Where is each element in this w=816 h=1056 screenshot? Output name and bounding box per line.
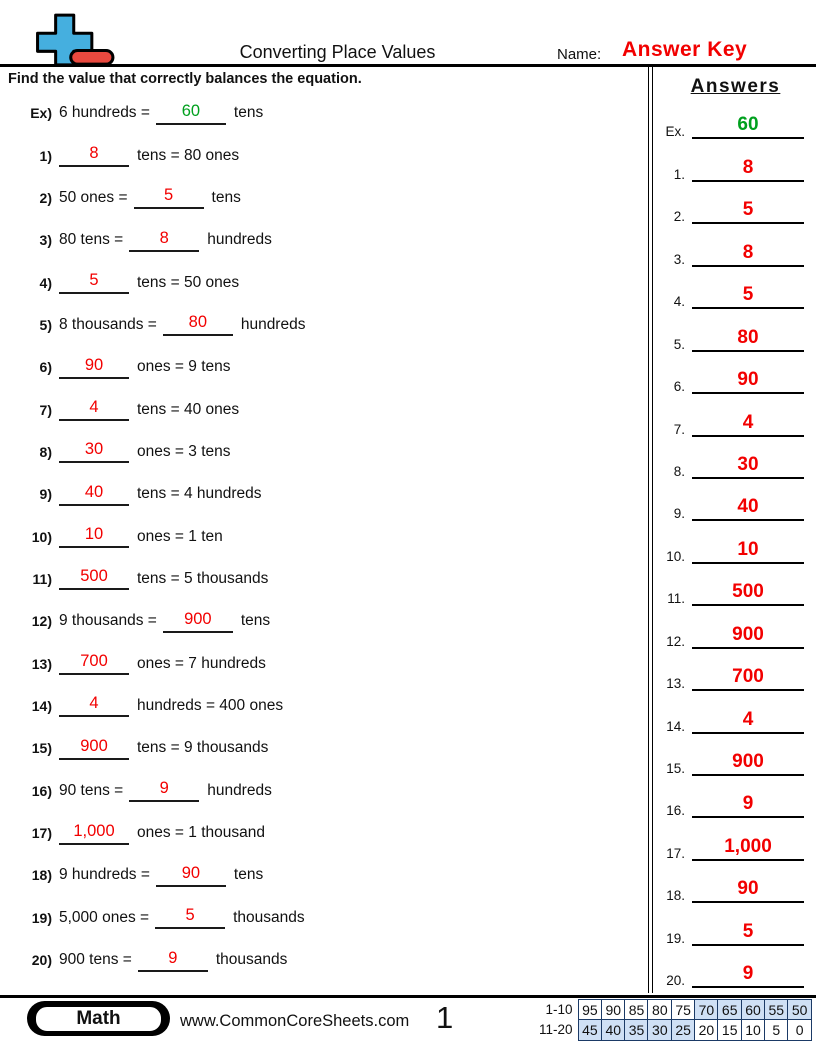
answer-value: 500: [732, 581, 764, 603]
answer-line: [692, 496, 804, 521]
problem-text: 900 tens =: [59, 951, 132, 969]
problem-blank: [134, 186, 204, 209]
problem-number: 15): [31, 740, 52, 757]
answer-number: 5.: [673, 336, 685, 352]
problem-number: 5): [39, 316, 52, 333]
problem-blank: [163, 313, 233, 336]
score-row-label: 11-20: [539, 1022, 573, 1038]
score-cell: 55: [764, 999, 789, 1021]
problem-answer: 9: [168, 948, 178, 967]
problem-number: 16): [31, 782, 52, 799]
problem-answer: 30: [84, 440, 104, 459]
answer-line: [692, 666, 804, 691]
problem-text: ones = 3 tens: [137, 442, 231, 460]
problem-blank: [59, 822, 129, 845]
score-cell: 65: [717, 999, 742, 1021]
worksheet-title: Converting Place Values: [239, 42, 436, 62]
problem-blank: [59, 440, 129, 463]
answer-row: [655, 400, 816, 442]
answer-line: [692, 963, 804, 988]
problem-number: 2): [39, 189, 52, 206]
answer-value: 8: [742, 241, 754, 263]
problem-text: tens: [211, 188, 241, 206]
problem-number: 10): [31, 528, 52, 545]
problem-answer: 4: [89, 694, 99, 713]
answer-line: [692, 284, 804, 309]
problem-number: 12): [31, 613, 52, 630]
score-cell: 85: [624, 999, 649, 1021]
answer-line: [692, 114, 804, 139]
answer-value: 90: [737, 369, 759, 391]
problem-text: hundreds: [207, 781, 272, 799]
problem-blank: [129, 229, 199, 252]
problem-answer: 8: [159, 228, 169, 247]
score-cell: 75: [671, 999, 696, 1021]
score-cell: 90: [601, 999, 626, 1021]
problem-text: hundreds: [240, 315, 306, 333]
problem-number: 17): [31, 825, 52, 842]
problem-number: 4): [39, 274, 52, 291]
problem-text: tens = 5 thousands: [137, 569, 269, 587]
answer-line: [692, 327, 804, 352]
problem-text: tens = 4 hundreds: [137, 485, 262, 503]
answer-value: 10: [737, 538, 759, 560]
problem-answer: 90: [181, 863, 201, 882]
answer-line: [692, 921, 804, 946]
score-cell: 30: [647, 1019, 672, 1041]
problem-row: [0, 388, 645, 430]
problem-blank: [59, 144, 129, 167]
problem-number: 18): [31, 867, 52, 884]
answer-value: 60: [737, 114, 759, 136]
problem-blank: [59, 271, 129, 294]
problem-text: tens: [233, 104, 264, 122]
problem-answer: 5: [89, 271, 99, 290]
problem-blank: [59, 483, 129, 506]
problem-text: thousands: [233, 908, 305, 926]
answer-number: 4.: [673, 294, 685, 310]
problem-text: tens = 9 thousands: [137, 739, 269, 757]
answer-value: 900: [732, 623, 764, 645]
answer-number: 11.: [667, 591, 685, 607]
answer-row: [655, 485, 816, 527]
answer-number: 17.: [666, 845, 685, 861]
problem-blank: [129, 779, 199, 802]
answer-value: 80: [737, 326, 759, 348]
score-cell: 15: [717, 1019, 742, 1041]
answer-row: [655, 145, 816, 187]
problem-row: [0, 219, 645, 261]
answer-line: [692, 412, 804, 437]
answer-line: [692, 581, 804, 606]
score-grid: [521, 999, 812, 1041]
problem-text: tens = 80 ones: [137, 146, 240, 164]
problem-number: 8): [39, 443, 52, 460]
problem-blank: [163, 610, 233, 633]
score-cell: 10: [741, 1019, 766, 1041]
math-label: Math: [34, 1005, 163, 1033]
website-url: www.CommonCoreSheets.com: [180, 1012, 410, 1030]
instruction-text: Find the value that correctly balances the equation.: [8, 71, 362, 87]
problem-row: [0, 261, 645, 303]
answer-number: 3.: [673, 251, 685, 267]
problem-row: [0, 727, 645, 769]
score-cell: 25: [671, 1019, 696, 1041]
score-cell: 45: [578, 1019, 603, 1041]
problem-row: [0, 431, 645, 473]
name-label: Name:: [557, 46, 602, 63]
score-cell: 95: [578, 999, 603, 1021]
answer-key-text: Answer Key: [622, 38, 748, 61]
answer-row: [655, 315, 816, 357]
problem-text: 50 ones =: [59, 188, 128, 206]
score-cell: 60: [741, 999, 766, 1021]
problem-row: [0, 558, 645, 600]
answers-title: Answers: [690, 76, 781, 97]
problem-blank: [59, 694, 129, 717]
footer: [0, 995, 816, 1056]
score-cell: 0: [787, 1019, 812, 1041]
problem-text: ones = 1 thousand: [137, 824, 265, 842]
problem-answer: 80: [188, 313, 207, 332]
score-cell: 40: [601, 1019, 626, 1041]
answer-line: [692, 157, 804, 182]
answer-line: [692, 878, 804, 903]
answer-row: [655, 655, 816, 697]
problem-answer: 60: [181, 101, 201, 120]
problem-number: 11): [32, 570, 52, 587]
answer-number: 6.: [673, 379, 685, 395]
answer-value: 9: [742, 793, 754, 815]
problem-text: thousands: [215, 951, 288, 969]
problem-text: 80 tens =: [59, 231, 124, 249]
problem-answer: 10: [84, 525, 104, 544]
problem-row: [0, 897, 645, 939]
answer-number: 1.: [673, 166, 685, 182]
problem-blank: [156, 102, 226, 125]
answer-value: 5: [742, 920, 754, 942]
answer-row: [655, 740, 816, 782]
answer-line: [692, 793, 804, 818]
answer-number: 12.: [666, 633, 685, 649]
problem-number: 6): [39, 359, 52, 376]
answer-number: 2.: [673, 209, 685, 225]
score-cell: 50: [787, 999, 812, 1021]
problem-row: [0, 177, 645, 219]
answer-line: [692, 709, 804, 734]
answer-value: 900: [732, 751, 764, 772]
answer-row: [655, 909, 816, 951]
answer-line: [692, 539, 804, 564]
problem-row: [0, 473, 645, 515]
problem-row: [0, 854, 645, 896]
answers-panel: [655, 67, 816, 993]
problem-text: hundreds = 400 ones: [137, 696, 284, 714]
problem-row: [0, 685, 645, 727]
problem-answer: 5: [185, 906, 195, 925]
answer-number: 15.: [666, 761, 685, 776]
page-number: 1: [436, 1000, 454, 1035]
problem-number: 14): [31, 697, 52, 714]
problem-number: 20): [31, 952, 52, 969]
answer-value: 700: [732, 666, 764, 688]
math-badge: [27, 1001, 170, 1036]
answer-row: [655, 443, 816, 485]
answer-value: 40: [737, 496, 759, 518]
answer-row: [655, 612, 816, 654]
problem-row: [0, 515, 645, 557]
problem-blank: [59, 737, 129, 760]
answer-value: 4: [742, 708, 754, 730]
problem-row: [0, 134, 645, 176]
problem-blank: [59, 398, 129, 421]
answer-line: [692, 751, 804, 776]
score-cell: 20: [694, 1019, 719, 1041]
answer-row: [655, 273, 816, 315]
problem-answer: 500: [80, 567, 108, 586]
score-row: [521, 1019, 812, 1041]
commoncoresheets-logo: [27, 9, 125, 71]
problem-text: ones = 9 tens: [137, 358, 231, 376]
answer-line: [692, 199, 804, 224]
answer-line: [692, 624, 804, 649]
answer-row: [655, 824, 816, 866]
problem-number: 19): [31, 909, 52, 926]
answers-list: [655, 103, 816, 994]
answer-number: 14.: [666, 718, 685, 734]
answer-value: 5: [742, 284, 754, 306]
problem-row: [0, 346, 645, 388]
answer-value: 90: [737, 878, 759, 900]
problem-text: 8 thousands =: [59, 315, 157, 333]
problem-answer: 1,000: [73, 821, 115, 840]
score-row-label: 1-10: [545, 1002, 573, 1018]
answer-number: 7.: [673, 421, 685, 437]
answer-row: [655, 952, 816, 994]
problem-text: 9 hundreds =: [59, 866, 150, 884]
answer-number: 16.: [666, 803, 685, 819]
problem-row: [0, 642, 645, 684]
answer-row: [655, 358, 816, 400]
problem-text: ones = 1 ten: [137, 527, 223, 545]
problem-number: 3): [39, 232, 52, 249]
problem-text: ones = 7 hundreds: [137, 654, 266, 672]
problem-row: [0, 304, 645, 346]
problem-row: [0, 770, 645, 812]
problem-answer: 700: [80, 652, 108, 671]
problem-text: tens = 40 ones: [137, 400, 240, 418]
score-cell: 80: [647, 999, 672, 1021]
answer-row: [655, 782, 816, 824]
answer-value: 8: [742, 156, 754, 178]
problem-row: [0, 600, 645, 642]
problems-list: [0, 92, 645, 981]
answer-number: 20.: [666, 973, 685, 989]
problem-text: tens: [240, 612, 271, 630]
answer-row: [655, 188, 816, 230]
column-divider: [648, 67, 653, 993]
problem-answer: 9: [159, 779, 169, 798]
answer-value: 30: [737, 453, 759, 475]
problem-text: 6 hundreds =: [59, 104, 150, 122]
problem-blank: [59, 567, 129, 590]
problem-blank: [59, 652, 129, 675]
answer-value: 4: [742, 411, 754, 433]
answer-line: [692, 836, 804, 861]
answer-line: [692, 242, 804, 267]
problem-answer: 900: [80, 736, 108, 755]
answer-row: [655, 527, 816, 569]
answer-row: [655, 103, 816, 145]
problem-text: tens = 50 ones: [137, 273, 240, 291]
answer-number: 8.: [673, 463, 685, 479]
answer-number: Ex.: [665, 124, 685, 140]
problem-text: 5,000 ones =: [59, 908, 150, 926]
answer-number: 19.: [666, 930, 685, 946]
answer-line: [692, 369, 804, 394]
problem-text: 9 thousands =: [59, 612, 157, 630]
score-cell: 5: [764, 1019, 789, 1041]
problem-row: [0, 92, 645, 134]
problem-answer: 90: [84, 355, 104, 374]
problem-blank: [59, 525, 129, 548]
problem-answer: 40: [84, 482, 104, 501]
answer-value: 1,000: [724, 835, 772, 857]
minus-icon: [71, 51, 113, 65]
score-cell: 70: [694, 999, 719, 1021]
answer-number: 13.: [666, 676, 685, 692]
header: [0, 0, 816, 67]
problem-answer: 900: [184, 609, 212, 628]
answer-value: 5: [742, 199, 754, 221]
answer-row: [655, 697, 816, 739]
answer-number: 18.: [666, 888, 685, 904]
problem-text: tens: [233, 866, 264, 884]
problem-blank: [155, 906, 225, 929]
problem-text: hundreds: [207, 231, 272, 249]
problem-answer: 5: [163, 186, 174, 205]
answer-row: [655, 230, 816, 272]
answer-row: [655, 867, 816, 909]
problem-number: 7): [39, 401, 52, 418]
answer-line: [692, 454, 804, 479]
problem-number: 13): [31, 655, 52, 672]
problem-answer: 4: [89, 398, 99, 417]
problem-blank: [156, 864, 226, 887]
answer-number: 9.: [673, 506, 685, 522]
problem-blank: [59, 356, 129, 379]
score-row: [521, 999, 812, 1021]
answer-row: [655, 570, 816, 612]
problem-row: [0, 939, 645, 981]
problem-number: Ex): [30, 105, 52, 122]
answer-value: 9: [742, 963, 754, 985]
problem-blank: [138, 949, 208, 972]
problem-row: [0, 812, 645, 854]
problem-number: 9): [39, 486, 52, 503]
problem-text: 90 tens =: [59, 781, 124, 799]
problem-answer: 8: [89, 144, 99, 163]
problem-number: 1): [39, 147, 52, 164]
answer-number: 10.: [666, 548, 685, 564]
score-cell: 35: [624, 1019, 649, 1041]
